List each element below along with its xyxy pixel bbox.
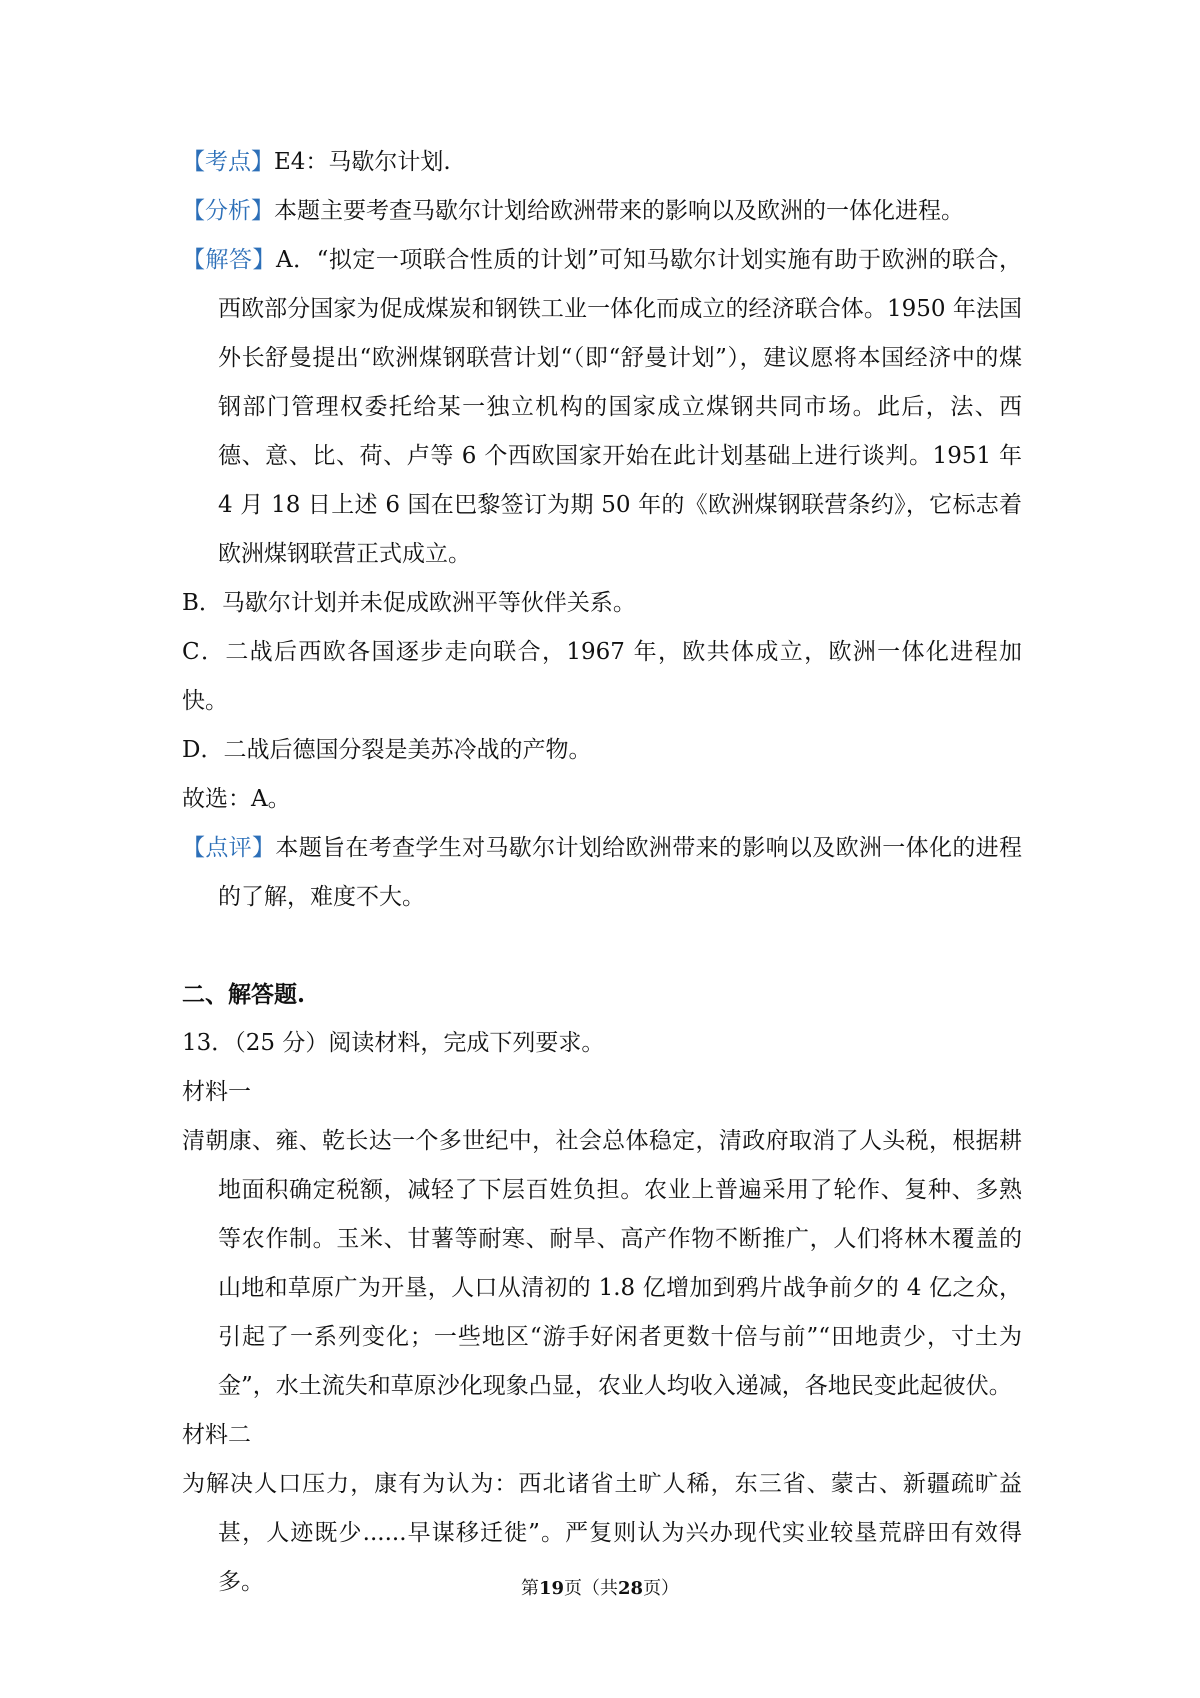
material-one-text: 清朝康、雍、乾长达一个多世纪中，社会总体稳定，清政府取消了人头税，根据耕地面积确定税额，减轻了下层百姓负担。农业上普遍采用了轮作、复种、多熟等农作制。玉米、甘薯等耐寒、耐旱、高产作物不断推广，人们将林木覆盖的山地和草原广为开垦，人口从清初的 1.8 亿增加到鸦片战争前夕的 4 亿之众，引起了一系列变化；一些地区“游手好闲者更数十倍与前”“田地责少，寸土为金”，水土流失和草原沙化现象凸显，农业人均收入递减，各地民变此起彼伏。 <box>182 1128 1022 1399</box>
material-one-label: 材料一 <box>182 1079 251 1105</box>
dianping-paragraph <box>182 824 1022 922</box>
page-content <box>182 138 1022 1607</box>
dianping-tag: 【点评】 <box>182 835 276 861</box>
fenxi-paragraph <box>182 187 1022 236</box>
kaodian-tag: 【考点】 <box>182 149 274 175</box>
page-footer <box>0 1574 1200 1600</box>
option-c: C．二战后西欧各国逐步走向联合，1967 年，欧共体成立，欧洲一体化进程加快。 <box>182 639 1022 714</box>
jieda-tag: 【解答】 <box>182 247 276 273</box>
footer-total-pages: 28 <box>618 1578 644 1599</box>
kaodian-text: E4：马歇尔计划. <box>274 149 451 175</box>
material-two-text: 为解决人口压力，康有为认为：西北诸省土旷人稀，东三省、蒙古、新疆疏旷益甚，人迹既少......早谋移迁徙”。严复则认为兴办现代实业较垦荒辟田有效得多。 <box>182 1471 1022 1595</box>
kaodian-paragraph <box>182 138 1022 187</box>
section-title: 二、解答题. <box>182 981 306 1008</box>
footer-middle: 页（共 <box>564 1578 618 1599</box>
answer-line: 故选：A。 <box>182 786 291 812</box>
fenxi-text: 本题主要考查马歇尔计划给欧洲带来的影响以及欧洲的一体化进程。 <box>274 198 964 224</box>
option-b: B．马歇尔计划并未促成欧洲平等伙伴关系。 <box>182 590 636 616</box>
jieda-paragraph <box>182 236 1022 579</box>
dianping-text: 本题旨在考查学生对马歇尔计划给欧洲带来的影响以及欧洲一体化的进程的了解，难度不大。 <box>218 835 1023 910</box>
option-d: D．二战后德国分裂是美苏冷战的产物。 <box>182 737 592 763</box>
footer-page-number: 19 <box>538 1578 564 1599</box>
question-13: 13．（25 分）阅读材料，完成下列要求。 <box>182 1030 605 1056</box>
fenxi-tag: 【分析】 <box>182 198 274 224</box>
jieda-text: A．“拟定一项联合性质的计划”可知马歇尔计划实施有助于欧洲的联合，西欧部分国家为促成煤炭和钢铁工业一体化而成立的经济联合体。1950 年法国外长舒曼提出“欧洲煤钢联营计划“（即“舒曼计划”），建议愿将本国经济中的煤钢部门管理权委托给某一独立机构的国家成立煤钢共同市场。此后，法、西德、意、比、荷、卢等 6 个西欧国家开始在此计划基础上进行谈判。1951 年 4 月 18 日上述 6 国在巴黎签订为期 50 年的《欧洲煤钢联营条约》，它标志着欧洲煤钢联营正式成立。 <box>218 247 1022 567</box>
footer-suffix: 页） <box>643 1578 680 1599</box>
material-two-label: 材料二 <box>182 1422 251 1448</box>
footer-prefix: 第 <box>520 1578 539 1599</box>
